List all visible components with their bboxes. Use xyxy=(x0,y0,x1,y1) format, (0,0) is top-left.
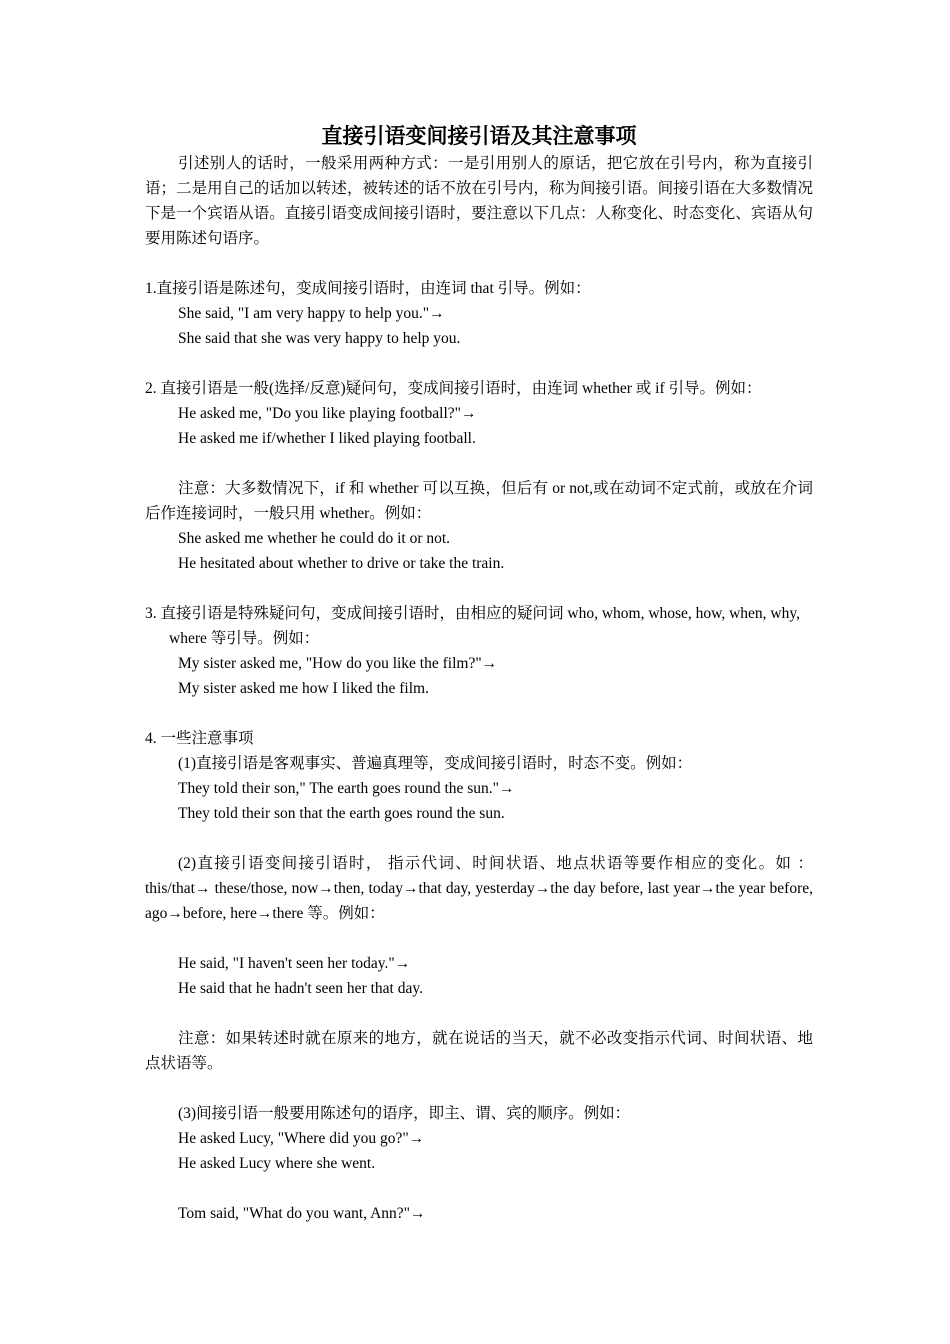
spacer xyxy=(145,451,813,476)
section-4-heading: 4. 一些注意事项 xyxy=(145,730,254,747)
section-2-note-example-2: He hesitated about whether to drive or take the train. xyxy=(178,555,505,572)
section-2-note-example-1: She asked me whether he could do it or not. xyxy=(178,530,451,547)
spacer xyxy=(145,926,813,951)
section-4-item-1-example-indirect: They told their son that the earth goes round the sun. xyxy=(178,805,505,822)
document-page xyxy=(145,121,813,1226)
spacer xyxy=(145,1076,813,1101)
section-2-example-indirect: He asked me if/whether I liked playing football. xyxy=(178,430,476,447)
section-1-heading: 1.直接引语是陈述句，变成间接引语时，由连词 that 引导。例如： xyxy=(145,280,591,297)
spacer xyxy=(145,351,813,376)
section-4-item-3-example-direct: He asked Lucy, "Where did you go?"→ xyxy=(178,1130,425,1147)
section-4-item-3-text: (3)间接引语一般要用陈述句的语序，即主、谓、宾的顺序。例如： xyxy=(178,1105,631,1122)
intro-paragraph: 引述别人的话时，一般采用两种方式：一是引用别人的原话，把它放在引号内，称为直接引语；二是用自己的话加以转述，被转述的话不放在引号内，称为间接引语。间接引语在大多数情况下是一个宾语从语。直接引语变成间接引语时，要注意以下几点：人称变化、时态变化、宾语从句要用陈述句语序。 xyxy=(145,155,813,247)
section-4-item-1-text: (1)直接引语是客观事实、普遍真理等，变成间接引语时，时态不变。例如： xyxy=(178,755,693,772)
section-4-item-2-example-direct: He said, "I haven't seen her today."→ xyxy=(178,955,411,972)
section-3-example-indirect: My sister asked me how I liked the film. xyxy=(178,680,429,697)
section-1-example-indirect: She said that she was very happy to help you. xyxy=(178,330,461,347)
spacer xyxy=(145,576,813,601)
section-2-heading: 2. 直接引语是一般(选择/反意)疑问句，变成间接引语时，由连词 whether 或 if 引导。例如： xyxy=(145,380,762,397)
section-2-note: 注意：大多数情况下，if 和 whether 可以互换，但后有 or not,或在动词不定式前，或放在介词后作连接词时，一般只用 whether。例如： xyxy=(145,480,813,522)
spacer xyxy=(145,826,813,851)
section-4-item-3-example-indirect: He asked Lucy where she went. xyxy=(178,1155,376,1172)
section-4-item-2-text: (2)直接引语变间接引语时， 指示代词、时间状语、地点状语等要作相应的变化。如 ：this/that→ these/those, now→then, today→that day, yesterday→the day before, last year→the year before, ago→before, here→there 等。例如： xyxy=(145,855,813,922)
document-title: 直接引语变间接引语及其注意事项 xyxy=(321,124,637,148)
section-4-item-2-note: 注意：如果转述时就在原来的地方，就在说话的当天，就不必改变指示代词、时间状语、地点状语等。 xyxy=(145,1030,813,1072)
section-4-item-3-example-2-direct: Tom said, "What do you want, Ann?"→ xyxy=(178,1205,426,1222)
section-4-item-1-example-direct: They told their son," The earth goes round the sun."→ xyxy=(178,780,515,797)
spacer xyxy=(145,251,813,276)
spacer xyxy=(145,701,813,726)
section-2-example-direct: He asked me, "Do you like playing football?"→ xyxy=(178,405,477,422)
section-3-heading: 3. 直接引语是特殊疑问句，变成间接引语时，由相应的疑问词 who, whom, whose, how, when, why, where 等引导。例如： xyxy=(145,605,800,647)
section-3-example-direct: My sister asked me, "How do you like the film?"→ xyxy=(178,655,498,672)
section-4-item-2-example-indirect: He said that he hadn't seen her that day. xyxy=(178,980,423,997)
spacer xyxy=(145,1176,813,1201)
spacer xyxy=(145,1001,813,1026)
section-1-example-direct: She said, "I am very happy to help you."→ xyxy=(178,305,445,322)
